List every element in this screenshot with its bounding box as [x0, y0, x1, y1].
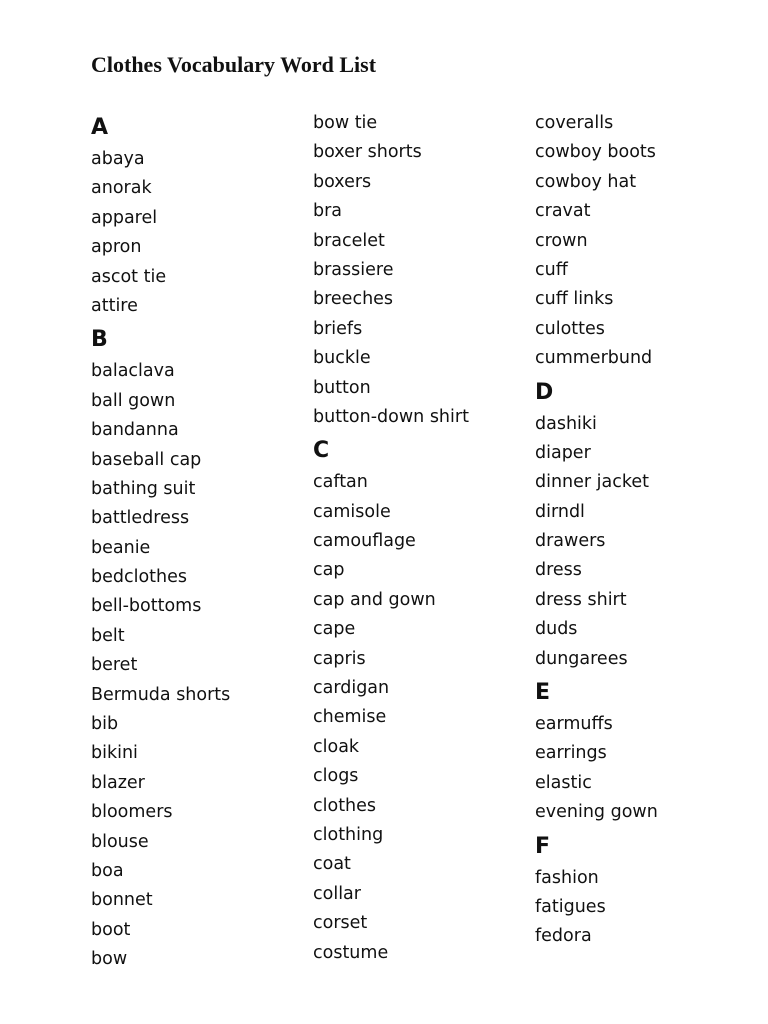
word-item: bikini	[91, 743, 138, 764]
word-item: bra	[313, 201, 343, 222]
word-item: belt	[91, 625, 125, 646]
word-item: cloak	[313, 736, 360, 757]
word-item: cowboy hat	[535, 171, 637, 192]
word-item: balaclava	[91, 361, 175, 382]
word-item: clothes	[313, 795, 377, 816]
word-item: button-down shirt	[313, 406, 469, 427]
word-item: coat	[313, 854, 351, 875]
word-item: clogs	[313, 766, 359, 787]
word-item: cowboy boots	[535, 142, 656, 163]
word-item: beret	[91, 655, 138, 676]
word-item: evening gown	[535, 802, 658, 823]
word-item: abaya	[91, 149, 145, 169]
word-item: corset	[313, 913, 368, 934]
word-item: duds	[535, 619, 578, 640]
word-item: dirndl	[535, 501, 585, 522]
word-item: Bermuda shorts	[91, 684, 231, 705]
word-item: attire	[91, 295, 138, 316]
word-item: bedclothes	[91, 567, 188, 588]
word-item: bow	[91, 949, 128, 970]
word-item: culottes	[535, 318, 605, 339]
word-item: boxers	[313, 171, 372, 192]
word-item: bloomers	[91, 802, 173, 823]
word-item: camouflage	[313, 531, 416, 552]
word-item: breeches	[313, 289, 394, 310]
word-item: brassiere	[313, 259, 394, 280]
word-item: fatigues	[535, 896, 606, 917]
word-item: dungarees	[535, 648, 628, 669]
word-item: buckle	[313, 348, 371, 369]
word-item: dress shirt	[535, 589, 627, 610]
word-item: clothing	[313, 824, 384, 845]
word-item: beanie	[91, 537, 151, 558]
word-item: dress	[535, 560, 582, 581]
word-item: camisole	[313, 501, 391, 522]
word-column-2	[313, 109, 533, 968]
word-item: apron	[91, 237, 142, 258]
word-item: elastic	[535, 772, 592, 793]
word-item: bonnet	[91, 890, 153, 911]
word-item: cap	[313, 560, 345, 581]
word-item: bib	[91, 714, 119, 735]
word-item: boa	[91, 860, 124, 881]
word-item: battledress	[91, 508, 190, 529]
section-letter-heading: C	[313, 438, 330, 464]
word-column-3	[535, 109, 755, 952]
word-item: ball gown	[91, 390, 176, 411]
word-item: bathing suit	[91, 478, 196, 499]
word-item: button	[313, 377, 371, 398]
word-item: baseball cap	[91, 449, 202, 470]
word-item: earmuffs	[535, 714, 613, 735]
word-item: crown	[535, 230, 588, 251]
word-item: cuff	[535, 259, 568, 280]
word-item: fedora	[535, 926, 592, 947]
word-item: collar	[313, 883, 361, 904]
word-item: earrings	[535, 743, 607, 764]
word-item: boot	[91, 919, 131, 940]
word-item: bracelet	[313, 230, 385, 251]
word-item: cuff links	[535, 289, 614, 310]
word-item: chemise	[313, 707, 387, 728]
word-item: apparel	[91, 207, 158, 228]
section-letter-heading: E	[535, 680, 551, 706]
word-item: coveralls	[535, 113, 614, 133]
word-item: cap and gown	[313, 589, 436, 610]
word-item: dinner jacket	[535, 472, 650, 493]
word-item: cravat	[535, 201, 591, 222]
word-item: cardigan	[313, 678, 390, 699]
word-item: diaper	[535, 442, 591, 463]
word-item: ascot tie	[91, 266, 167, 287]
word-item: anorak	[91, 178, 152, 199]
word-column-1	[91, 109, 311, 975]
section-letter-heading: F	[535, 833, 551, 859]
section-letter-heading: A	[91, 115, 109, 140]
word-item: bandanna	[91, 420, 179, 441]
page-title: Clothes Vocabulary Word List	[91, 52, 377, 77]
word-item: bow tie	[313, 113, 378, 133]
word-item: bell-bottoms	[91, 596, 202, 617]
word-item: caftan	[313, 472, 368, 493]
word-item: dashiki	[535, 413, 597, 434]
section-letter-heading: B	[91, 327, 108, 353]
word-item: blazer	[91, 772, 145, 793]
section-letter-heading: D	[535, 379, 554, 405]
word-item: boxer shorts	[313, 142, 422, 163]
word-item: drawers	[535, 531, 606, 552]
word-item: fashion	[535, 867, 599, 888]
word-item: costume	[313, 942, 389, 963]
word-item: briefs	[313, 318, 363, 339]
word-item: cummerbund	[535, 348, 653, 369]
word-item: capris	[313, 648, 366, 669]
word-item: cape	[313, 619, 356, 640]
word-item: blouse	[91, 831, 149, 852]
